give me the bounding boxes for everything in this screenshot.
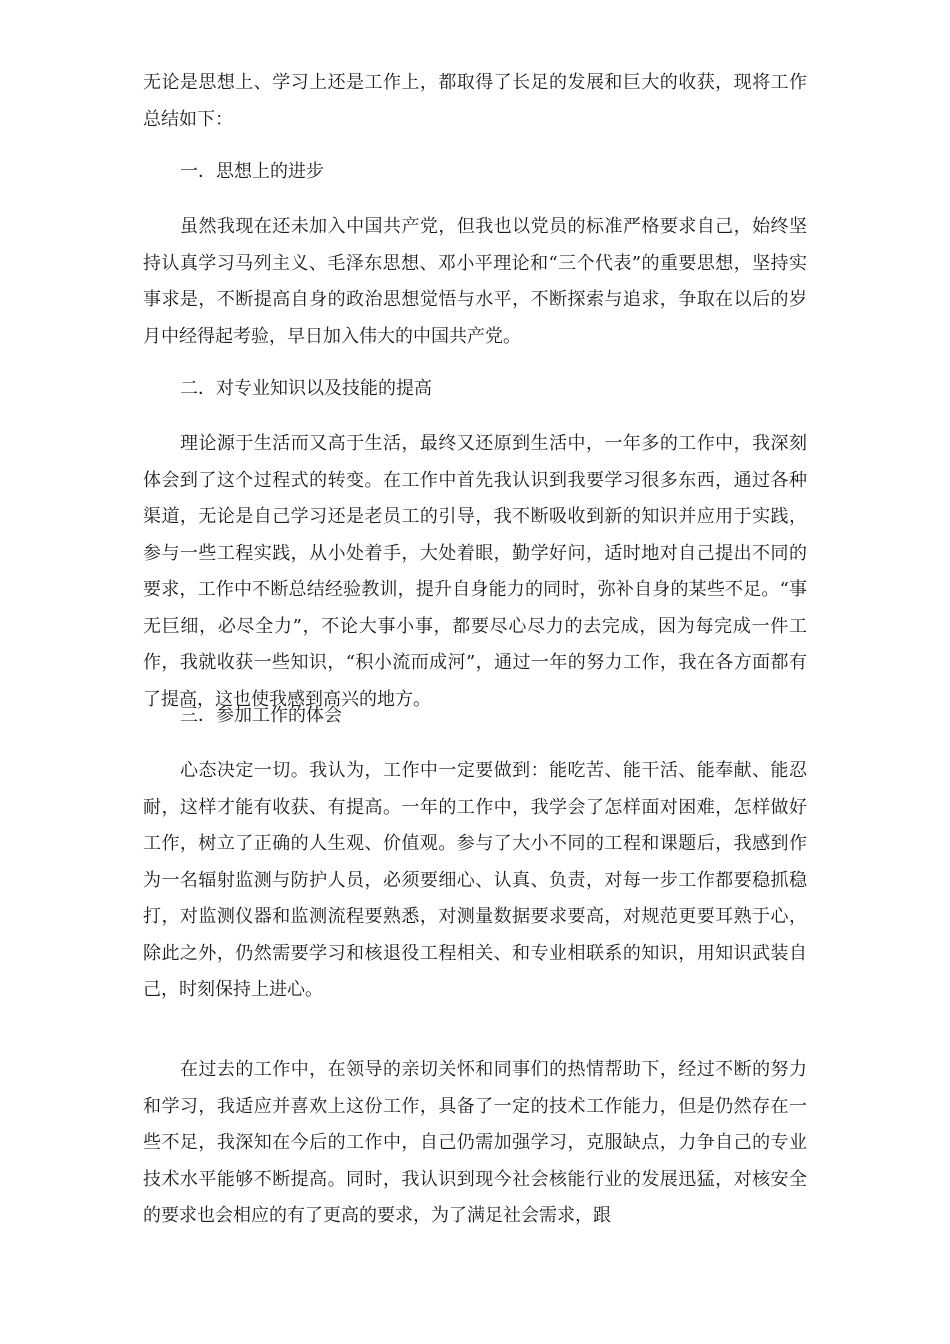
section-1-heading: 一．思想上的进步: [180, 161, 324, 182]
section-1-paragraph: 虽然我现在还未加入中国共产党，但我也以党员的标准严格要求自己，始终坚持认真学习马列主义、毛泽东思想、邓小平理论和“三个代表”的重要思想，坚持实事求是，不断提高自身的政治思想觉悟与水平，不断探索与追求，争取在以后的岁月中经得起考验，早日加入伟大的中国共产党。: [143, 216, 807, 347]
section-2-heading: 二．对专业知识以及技能的提高: [180, 378, 432, 399]
section-3-heading: 三．参加工作的体会: [180, 705, 342, 726]
section-3-paragraph: 心态决定一切。我认为，工作中一定要做到：能吃苦、能干活、能奉献、能忍耐，这样才能有收获、有提高。一年的工作中，我学会了怎样面对困难，怎样做好工作，树立了正确的人生观、价值观。参与了大小不同的工程和课题后，我感到作为一名辐射监测与防护人员，必须要细心、认真、负责，对每一步工作都要稳抓稳打，对监测仪器和监测流程要熟悉，对测量数据要求要高，对规范更要耳熟于心，除此之外，仍然需要学习和核退役工程相关、和专业相联系的知识，用知识武装自己，时刻保持上进心。: [143, 760, 807, 1000]
closing-paragraph: 在过去的工作中，在领导的亲切关怀和同事们的热情帮助下，经过不断的努力和学习，我适应并喜欢上这份工作，具备了一定的技术工作能力，但是仍然存在一些不足，我深知在今后的工作中，自己仍需加强学习，克服缺点，力争自己的专业技术水平能够不断提高。同时，我认识到现今社会核能行业的发展迅猛，对核安全的要求也会相应的有了更高的要求，为了满足社会需求，跟: [143, 1059, 807, 1226]
section-2-paragraph: 理论源于生活而又高于生活，最终又还原到生活中，一年多的工作中，我深刻体会到了这个过程式的转变。在工作中首先我认识到我要学习很多东西，通过各种渠道，无论是自己学习还是老员工的引导，我不断吸收到新的知识并应用于实践，参与一些工程实践，从小处着手，大处着眼，勤学好问，适时地对自己提出不同的要求，工作中不断总结经验教训，提升自身能力的同时，弥补自身的某些不足。“事无巨细，必尽全力”，不论大事小事，都要尽心尽力的去完成，因为每完成一件工作，我就收获一些知识，“积小流而成河”，通过一年的努力工作，我在各方面都有了提高，这也使我感到高兴的地方。: [143, 433, 807, 710]
intro-paragraph: 无论是思想上、学习上还是工作上，都取得了长足的发展和巨大的收获，现将工作总结如下：: [143, 72, 807, 130]
